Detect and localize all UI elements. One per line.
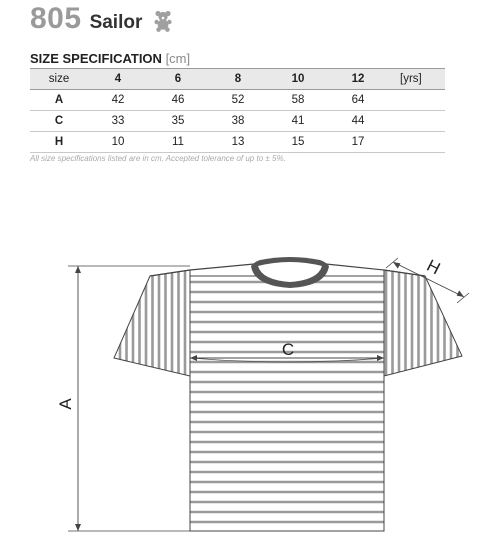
spec-title-text: SIZE SPECIFICATION [30, 51, 162, 66]
cell: 33 [88, 111, 148, 132]
size-header-row [30, 69, 445, 90]
size-table [30, 68, 445, 153]
cell: 46 [148, 90, 208, 111]
spec-title [30, 51, 190, 66]
size-col: 12 [328, 69, 388, 90]
tshirt-diagram [0, 230, 504, 554]
label-a: A [56, 398, 75, 410]
cell-empty [388, 132, 445, 153]
cell: 17 [328, 132, 388, 153]
row-label: C [30, 111, 88, 132]
size-col: 8 [208, 69, 268, 90]
cell: 41 [268, 111, 328, 132]
cell: 44 [328, 111, 388, 132]
table-row [30, 132, 445, 153]
left-sleeve [114, 268, 192, 380]
right-sleeve-stripes [386, 268, 464, 380]
cell: 42 [88, 90, 148, 111]
product-name: Sailor [89, 12, 143, 33]
cell: 64 [328, 90, 388, 111]
cell-empty [388, 90, 445, 111]
label-h: H [423, 255, 444, 279]
cell: 11 [148, 132, 208, 153]
size-col: 4 [88, 69, 148, 90]
cell: 38 [208, 111, 268, 132]
right-sleeve [384, 268, 464, 380]
cell: 35 [148, 111, 208, 132]
cell: 15 [268, 132, 328, 153]
cell: 52 [208, 90, 268, 111]
size-col: 10 [268, 69, 328, 90]
cell-empty [388, 111, 445, 132]
row-label: H [30, 132, 88, 153]
product-header [30, 2, 142, 38]
tolerance-note: All size specifications listed are in cm. Accepted tolerance of up to ± 5%. [30, 154, 286, 163]
size-label: size [30, 69, 88, 90]
size-col: 6 [148, 69, 208, 90]
size-unit: [yrs] [388, 69, 445, 90]
teddy-bear-icon [153, 10, 173, 32]
product-code: 805 [30, 2, 82, 35]
spec-unit: [cm] [165, 51, 191, 66]
row-label: A [30, 90, 88, 111]
table-row [30, 90, 445, 111]
cell: 10 [88, 132, 148, 153]
cell: 13 [208, 132, 268, 153]
cell: 58 [268, 90, 328, 111]
table-row [30, 111, 445, 132]
label-c: C [281, 340, 295, 359]
shirt-body [190, 276, 384, 531]
